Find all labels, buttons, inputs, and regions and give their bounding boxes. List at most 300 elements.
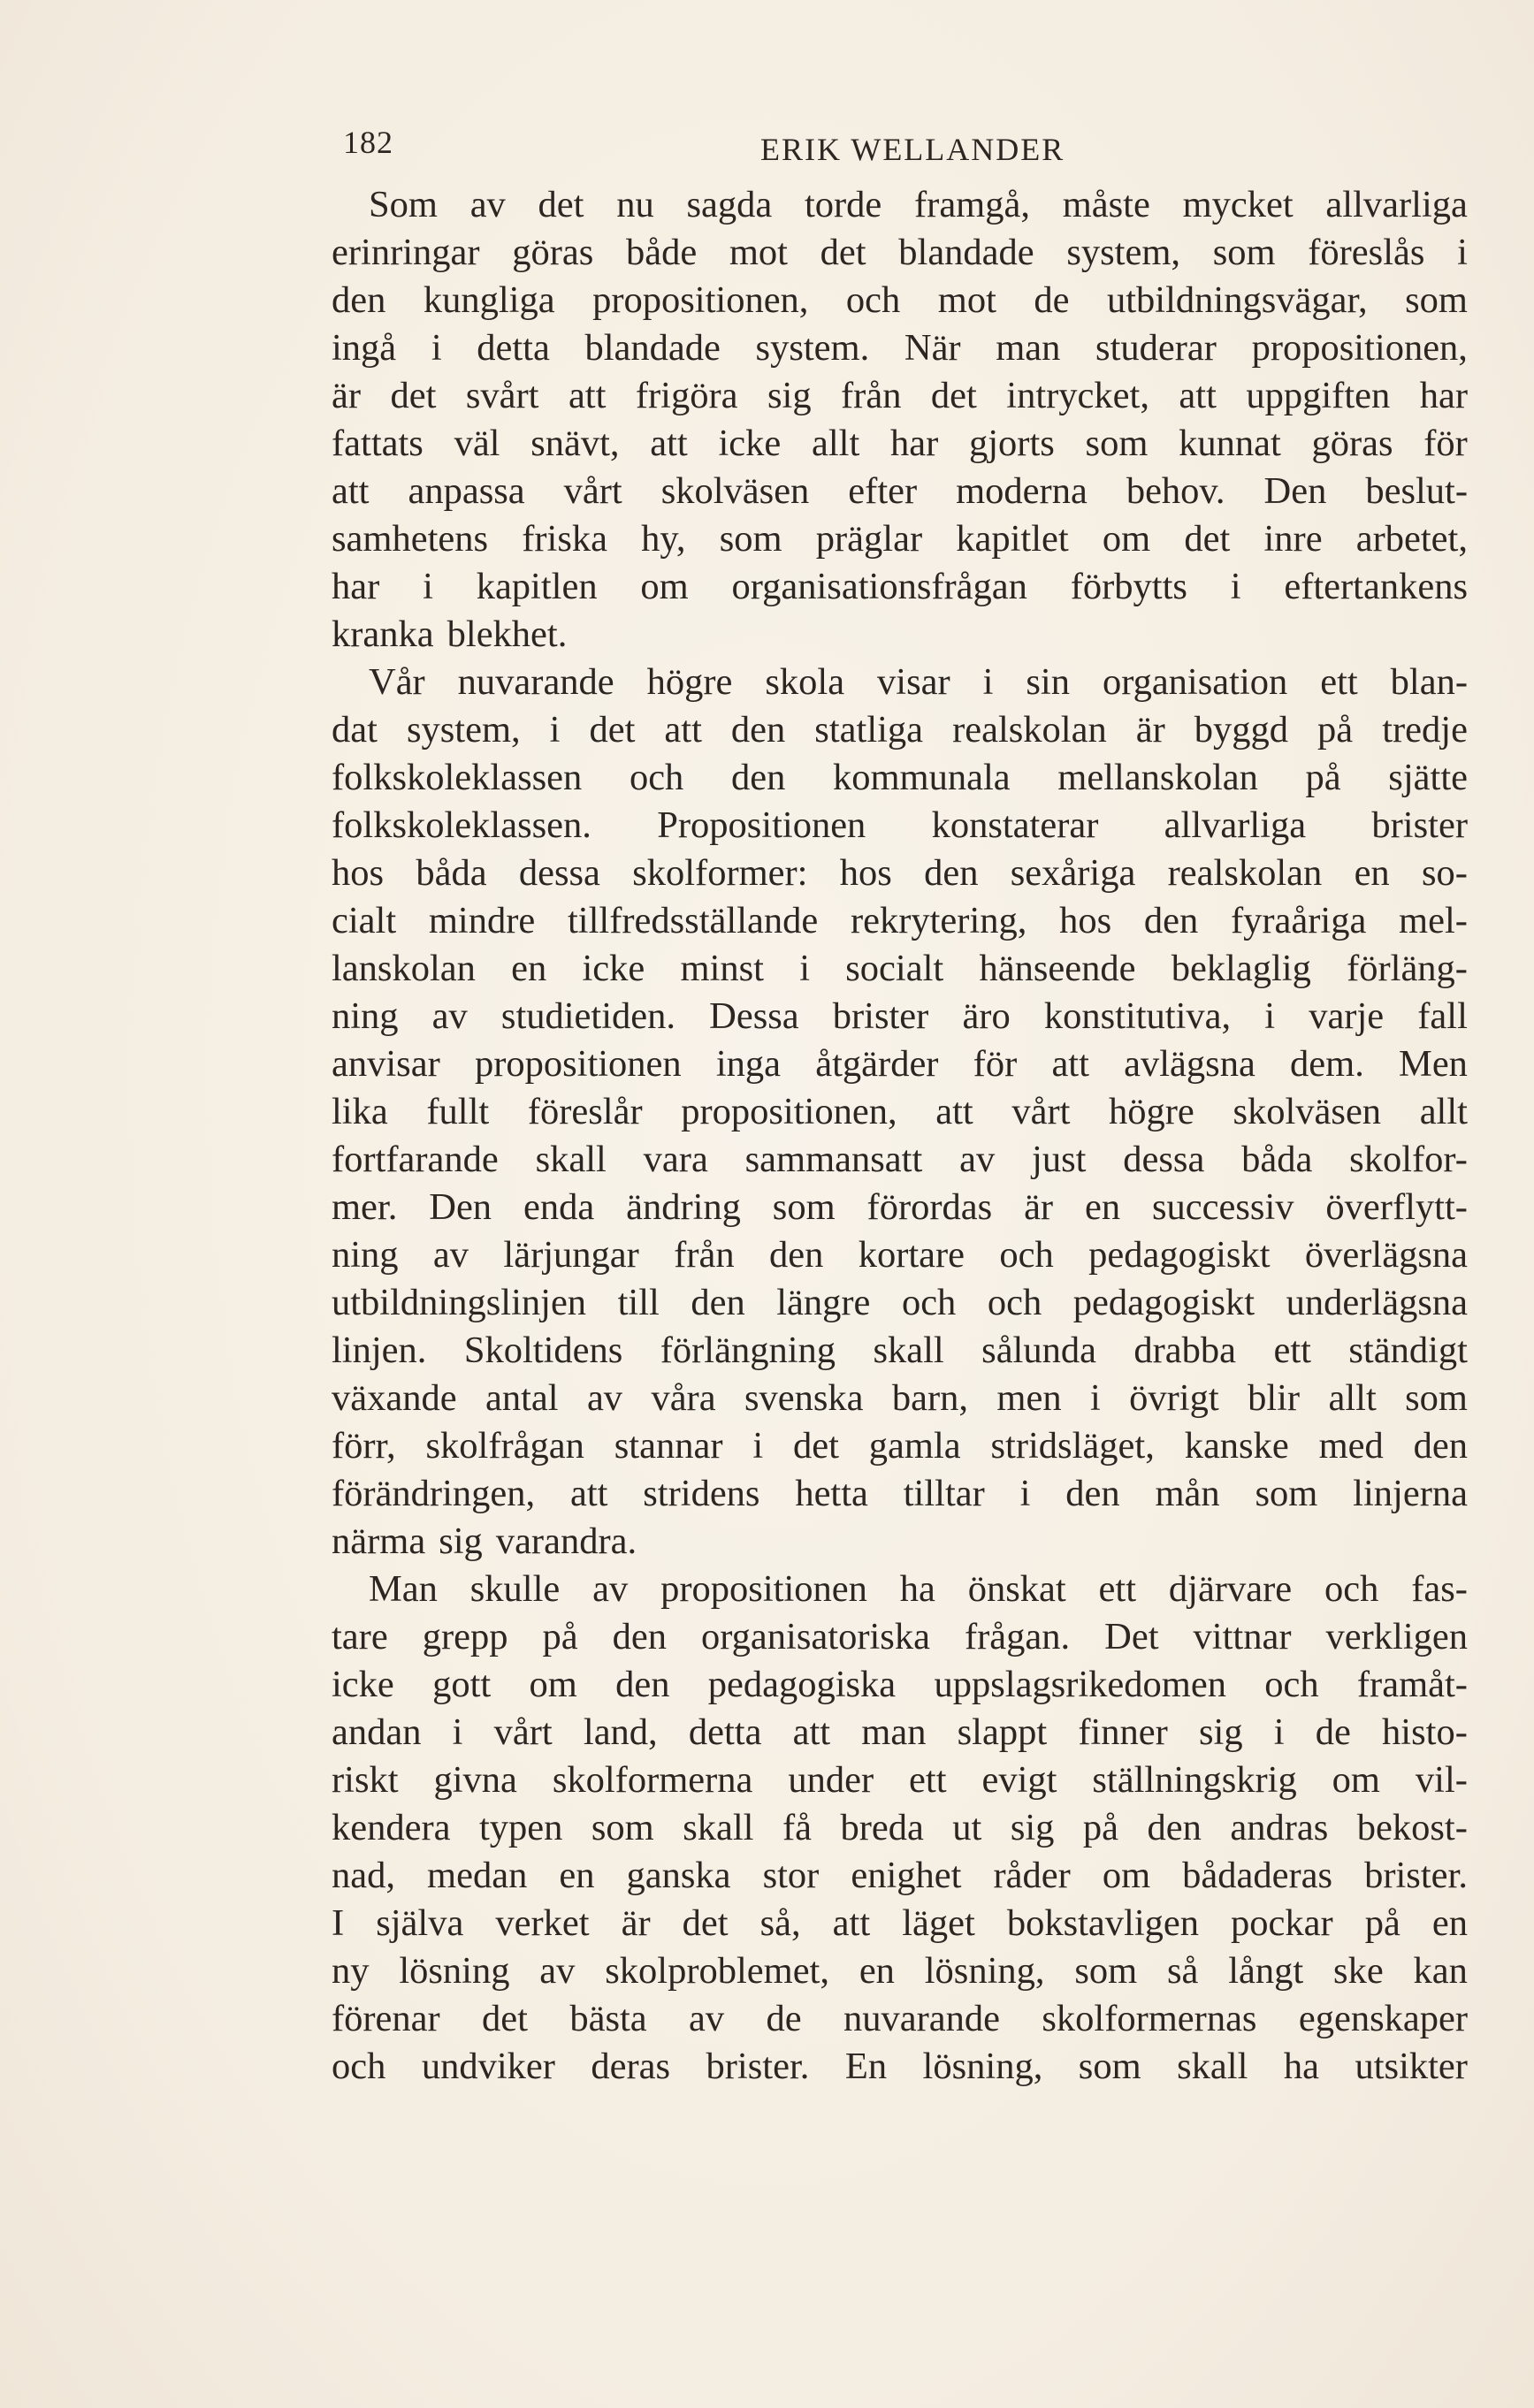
- word: en: [559, 1855, 595, 1896]
- word: bekost-: [1356, 1807, 1468, 1848]
- word: i: [1264, 995, 1276, 1037]
- text-line: [332, 324, 1468, 372]
- word: det: [930, 375, 977, 416]
- word: fortfarande: [332, 1139, 499, 1180]
- word: hy,: [641, 518, 686, 560]
- word: nad,: [332, 1855, 395, 1896]
- text-line: [332, 850, 1468, 897]
- word: den: [1143, 900, 1199, 941]
- word: underlägsna: [1286, 1282, 1468, 1323]
- word: som: [772, 1186, 836, 1228]
- word: dessa: [518, 852, 600, 894]
- word: av: [959, 1139, 996, 1180]
- word: ha: [1283, 2046, 1319, 2087]
- word: en: [511, 948, 547, 989]
- word: avlägsna: [1124, 1043, 1255, 1085]
- word: om: [1102, 1855, 1151, 1896]
- word: ha: [899, 1568, 935, 1610]
- word: förr,: [332, 1425, 396, 1467]
- word: båda: [1241, 1139, 1313, 1180]
- word: som: [719, 518, 782, 560]
- word: blandade: [584, 327, 721, 369]
- word: den: [615, 1664, 670, 1705]
- word: realskolan: [1167, 852, 1323, 894]
- word: ingå: [332, 327, 397, 369]
- word: I: [332, 1902, 345, 1944]
- word: hetta: [795, 1473, 868, 1514]
- text-line: [332, 1470, 1468, 1518]
- word: studietiden.: [500, 995, 676, 1037]
- word: att: [569, 1473, 608, 1514]
- word: ganska: [626, 1855, 731, 1896]
- word: snävt,: [530, 423, 620, 464]
- word: lösning,: [922, 2046, 1043, 2087]
- word: långt: [1228, 1950, 1304, 1992]
- word: att: [935, 1091, 973, 1132]
- word: pedagogiskt: [1072, 1282, 1255, 1323]
- word: skolväsen: [1233, 1091, 1382, 1132]
- word: propositionen: [660, 1568, 867, 1610]
- word: en: [1084, 1186, 1121, 1228]
- word: från: [841, 375, 902, 416]
- word: skall: [683, 1807, 754, 1848]
- word: våra: [651, 1377, 716, 1419]
- word: djärvare: [1168, 1568, 1293, 1610]
- word: framåt-: [1356, 1664, 1468, 1705]
- word: som: [1405, 1377, 1468, 1419]
- word: skolformerna: [552, 1759, 753, 1801]
- word: skall: [873, 1330, 944, 1371]
- word: präglar: [815, 518, 923, 560]
- word: både: [625, 232, 698, 273]
- text-line: [332, 611, 1468, 659]
- word: det: [682, 1902, 729, 1944]
- word: utsikter: [1355, 2046, 1468, 2087]
- word: så,: [759, 1902, 801, 1944]
- text-line: [332, 1088, 1468, 1136]
- word: medan: [427, 1855, 528, 1896]
- text-line: [332, 1995, 1468, 2043]
- word: önskat: [967, 1568, 1066, 1610]
- text-line: [332, 277, 1468, 324]
- word: mån: [1155, 1473, 1220, 1514]
- word: göras: [512, 232, 594, 273]
- word: sjätte: [1388, 757, 1468, 798]
- word: överlägsna: [1304, 1234, 1468, 1276]
- word: den: [612, 1616, 668, 1657]
- word: Den: [1263, 470, 1327, 512]
- word: de: [1034, 279, 1070, 321]
- word: hänseende: [979, 948, 1136, 989]
- word: under: [788, 1759, 874, 1801]
- text-line: [332, 1279, 1468, 1327]
- word: Som: [369, 184, 438, 225]
- word: fullt: [426, 1091, 490, 1132]
- word: i: [423, 566, 433, 607]
- word: det: [589, 709, 636, 751]
- word: evigt: [981, 1759, 1057, 1801]
- word: svårt: [465, 375, 539, 416]
- word: En: [844, 2046, 888, 2087]
- text-line: [332, 1566, 1468, 1613]
- word: den: [691, 1282, 745, 1323]
- word: slappt: [957, 1711, 1048, 1753]
- word: blan-: [1390, 661, 1468, 703]
- word: histo-: [1382, 1711, 1468, 1753]
- word: mot: [729, 232, 788, 273]
- text-line: [332, 1709, 1468, 1756]
- word: kortare: [858, 1234, 965, 1276]
- word: stridsläget,: [990, 1425, 1155, 1467]
- word: ning: [332, 1234, 399, 1276]
- word: den: [1147, 1807, 1202, 1848]
- word: i: [752, 1425, 764, 1467]
- word: till: [617, 1282, 660, 1323]
- text-line: [332, 1375, 1468, 1422]
- word: arbetet,: [1355, 518, 1468, 560]
- word: vara: [643, 1139, 708, 1180]
- word: brister.: [706, 2046, 810, 2087]
- word: pedagogiska: [707, 1664, 897, 1705]
- word: verket: [495, 1902, 590, 1944]
- word: framgå,: [914, 184, 1030, 225]
- word: folkskoleklassen.: [332, 804, 591, 846]
- word: mindre: [428, 900, 536, 941]
- text-line: [332, 1804, 1468, 1852]
- word: som: [1212, 232, 1276, 273]
- word: just: [1032, 1139, 1087, 1180]
- text-line: [332, 1327, 1468, 1375]
- word: vittnar: [1193, 1616, 1292, 1657]
- word: egenskaper: [1298, 1998, 1468, 2039]
- word: är: [332, 375, 362, 416]
- word: brister: [832, 995, 929, 1037]
- word: stannar: [614, 1425, 723, 1467]
- word: som: [1074, 1950, 1138, 1992]
- word: undviker: [421, 2046, 555, 2087]
- word: svenska: [744, 1377, 864, 1419]
- word: sammansatt: [744, 1139, 923, 1180]
- text-line: [332, 754, 1468, 802]
- word: på: [1305, 757, 1341, 798]
- word: skall: [535, 1139, 607, 1180]
- word: att: [1179, 375, 1217, 416]
- word: Vår: [369, 661, 425, 703]
- word: varandra.: [495, 1520, 637, 1562]
- word: i: [1089, 1377, 1101, 1419]
- text-line: [332, 1900, 1468, 1947]
- word: pedagogiskt: [1088, 1234, 1271, 1276]
- word: ut: [952, 1807, 982, 1848]
- word: båda: [416, 852, 487, 894]
- text-line: [332, 1136, 1468, 1184]
- word: man: [996, 327, 1061, 369]
- word: propositionen,: [592, 279, 809, 321]
- word: har: [890, 423, 939, 464]
- word: på: [1317, 709, 1354, 751]
- word: högre: [646, 661, 733, 703]
- word: om: [1332, 1759, 1380, 1801]
- word: sig: [1010, 1807, 1055, 1848]
- word: cialt: [332, 900, 397, 941]
- word: allt: [1419, 1091, 1468, 1132]
- word: inga: [715, 1043, 782, 1085]
- word: sagda: [686, 184, 773, 225]
- word: allvarliga: [1164, 804, 1307, 846]
- text-line: [332, 1518, 1468, 1566]
- word: kan: [1413, 1950, 1468, 1992]
- word: anvisar: [332, 1043, 440, 1085]
- word: eftertankens: [1284, 566, 1468, 607]
- word: i: [452, 1711, 463, 1753]
- word: propositionen,: [681, 1091, 897, 1132]
- word: och: [987, 1282, 1042, 1323]
- word: ställningskrig: [1092, 1759, 1297, 1801]
- word: riskt: [332, 1759, 399, 1801]
- word: sålunda: [981, 1330, 1096, 1371]
- word: hos: [332, 852, 385, 894]
- word: ny: [332, 1950, 370, 1992]
- word: närma: [332, 1520, 426, 1562]
- word: på: [1082, 1807, 1119, 1848]
- word: det: [1184, 518, 1231, 560]
- word: gamla: [868, 1425, 961, 1467]
- word: Det: [1104, 1616, 1159, 1657]
- word: i: [549, 709, 561, 751]
- word: tillfredsställande: [567, 900, 819, 941]
- word: med: [1318, 1425, 1384, 1467]
- word: den: [1065, 1473, 1120, 1514]
- word: nuvarande: [457, 661, 614, 703]
- word: själva: [376, 1902, 464, 1944]
- word: antal: [485, 1377, 559, 1419]
- word: och: [332, 2046, 386, 2087]
- word: och: [901, 1282, 957, 1323]
- word: statliga: [814, 709, 924, 751]
- word: och: [845, 279, 901, 321]
- word: måste: [1062, 184, 1150, 225]
- word: system,: [1066, 232, 1181, 273]
- word: av: [432, 1234, 469, 1276]
- running-head: ERIK WELLANDER: [760, 132, 1065, 167]
- word: att: [332, 470, 370, 512]
- word: ske: [1333, 1950, 1384, 1992]
- word: att: [832, 1902, 871, 1944]
- word: i: [1457, 232, 1468, 273]
- word: skolproblemet,: [605, 1950, 829, 1992]
- word: överflytt-: [1325, 1186, 1468, 1228]
- word: fall: [1417, 995, 1468, 1037]
- word: högre: [1109, 1091, 1194, 1132]
- word: skolformernas: [1042, 1998, 1257, 2039]
- word: är: [1135, 709, 1165, 751]
- word: stor: [762, 1855, 820, 1896]
- text-line: [332, 420, 1468, 468]
- word: den: [768, 1234, 824, 1276]
- word: lika: [332, 1091, 388, 1132]
- word: ändring: [626, 1186, 741, 1228]
- word: de: [766, 1998, 802, 2039]
- word: successiv: [1152, 1186, 1294, 1228]
- word: att: [1051, 1043, 1089, 1085]
- word: beslut-: [1365, 470, 1468, 512]
- word: organisatoriska: [701, 1616, 930, 1657]
- word: det: [390, 375, 437, 416]
- word: system,: [406, 709, 521, 751]
- word: de: [1315, 1711, 1351, 1753]
- word: den: [730, 709, 786, 751]
- word: från: [674, 1234, 735, 1276]
- text-line: [332, 1661, 1468, 1709]
- word: äro: [962, 995, 1011, 1037]
- word: skolfor-: [1349, 1139, 1468, 1180]
- text-line: [332, 181, 1468, 229]
- word: När: [904, 327, 961, 369]
- word: intrycket,: [1006, 375, 1149, 416]
- word: folkskoleklassen: [332, 757, 583, 798]
- word: lanskolan: [332, 948, 476, 989]
- word: andras: [1230, 1807, 1329, 1848]
- word: andan: [332, 1711, 422, 1753]
- text-line: [332, 1613, 1468, 1661]
- word: det: [538, 184, 584, 225]
- word: skola: [765, 661, 845, 703]
- word: behov.: [1126, 470, 1225, 512]
- word: propositionen: [474, 1043, 682, 1085]
- body-text: [332, 181, 1468, 2091]
- text-line: [332, 2043, 1468, 2091]
- word: kungliga: [423, 279, 555, 321]
- word: so-: [1421, 852, 1468, 894]
- word: erinringar: [332, 232, 480, 273]
- word: längre: [776, 1282, 871, 1323]
- word: kommunala: [832, 757, 1011, 798]
- text-line: [332, 1947, 1468, 1995]
- word: socialt: [845, 948, 944, 989]
- word: blandade: [898, 232, 1034, 273]
- word: en: [1431, 1902, 1468, 1944]
- word: detta: [477, 327, 550, 369]
- word: bådaderas: [1182, 1855, 1333, 1896]
- word: om: [640, 566, 689, 607]
- word: enighet: [851, 1855, 962, 1896]
- word: ständigt: [1348, 1330, 1468, 1371]
- word: i: [982, 661, 994, 703]
- word: mycket: [1182, 184, 1294, 225]
- text-line: [332, 659, 1468, 706]
- text-line: [332, 1040, 1468, 1088]
- word: av: [469, 184, 506, 225]
- word: mel-: [1399, 900, 1468, 941]
- word: förbytts: [1070, 566, 1187, 607]
- text-line: [332, 1231, 1468, 1279]
- word: gott: [432, 1664, 492, 1705]
- word: av: [431, 995, 468, 1037]
- word: mellanskolan: [1057, 757, 1258, 798]
- word: drabba: [1133, 1330, 1237, 1371]
- word: har: [1419, 375, 1468, 416]
- word: ett: [1098, 1568, 1137, 1610]
- word: moderna: [956, 470, 1088, 512]
- word: minst: [680, 948, 764, 989]
- word: rekrytering,: [850, 900, 1027, 941]
- word: Skoltidens: [463, 1330, 623, 1371]
- word: skolformer:: [632, 852, 808, 894]
- word: bokstavligen: [1006, 1902, 1200, 1944]
- word: av: [539, 1950, 576, 1992]
- word: tare: [332, 1616, 388, 1657]
- word: finner: [1078, 1711, 1168, 1753]
- word: är: [1024, 1186, 1054, 1228]
- word: skall: [1177, 2046, 1248, 2087]
- word: den: [1413, 1425, 1468, 1467]
- word: i: [1230, 566, 1241, 607]
- word: förläng-: [1347, 948, 1468, 989]
- text-line: [332, 993, 1468, 1040]
- word: är: [621, 1902, 651, 1944]
- word: deras: [591, 2046, 671, 2087]
- text-line: [332, 1184, 1468, 1231]
- word: vårt: [563, 470, 622, 512]
- text-line: [332, 1756, 1468, 1804]
- word: efter: [848, 470, 918, 512]
- word: bästa: [569, 1998, 647, 2039]
- text-line: [332, 229, 1468, 277]
- text-line: [332, 515, 1468, 563]
- word: om: [529, 1664, 577, 1705]
- word: ett: [1273, 1330, 1311, 1371]
- word: icke: [332, 1664, 394, 1705]
- text-line: [332, 802, 1468, 850]
- word: att: [568, 375, 607, 416]
- word: som: [1405, 279, 1468, 321]
- word: förenar: [332, 1998, 440, 2039]
- word: lösning: [399, 1950, 510, 1992]
- word: linjen.: [332, 1330, 427, 1371]
- text-line: [332, 372, 1468, 420]
- word: barn,: [891, 1377, 969, 1419]
- word: ett: [1320, 661, 1358, 703]
- word: växande: [332, 1377, 457, 1419]
- word: den: [924, 852, 979, 894]
- word: allt: [1328, 1377, 1377, 1419]
- word: skolfrågan: [425, 1425, 584, 1467]
- word: verkligen: [1325, 1616, 1468, 1657]
- word: propositionen,: [1251, 327, 1468, 369]
- word: och: [1264, 1664, 1319, 1705]
- word: konstitutiva,: [1043, 995, 1232, 1037]
- word: land,: [583, 1711, 658, 1753]
- word: fattats: [332, 423, 424, 464]
- word: hos: [839, 852, 892, 894]
- word: det: [820, 232, 866, 273]
- word: pockar: [1231, 1902, 1333, 1944]
- word: har: [332, 566, 380, 607]
- word: blekhet.: [446, 613, 568, 655]
- word: grepp: [422, 1616, 508, 1657]
- word: mot: [937, 279, 996, 321]
- word: ning: [332, 995, 399, 1037]
- text-line: [332, 897, 1468, 945]
- word: visar: [877, 661, 950, 703]
- word: läget: [902, 1902, 975, 1944]
- word: dem.: [1290, 1043, 1364, 1085]
- word: av: [689, 1998, 725, 2039]
- word: för: [1423, 423, 1468, 464]
- word: brister: [1371, 804, 1468, 846]
- word: gjorts: [969, 423, 1055, 464]
- word: Propositionen: [657, 804, 866, 846]
